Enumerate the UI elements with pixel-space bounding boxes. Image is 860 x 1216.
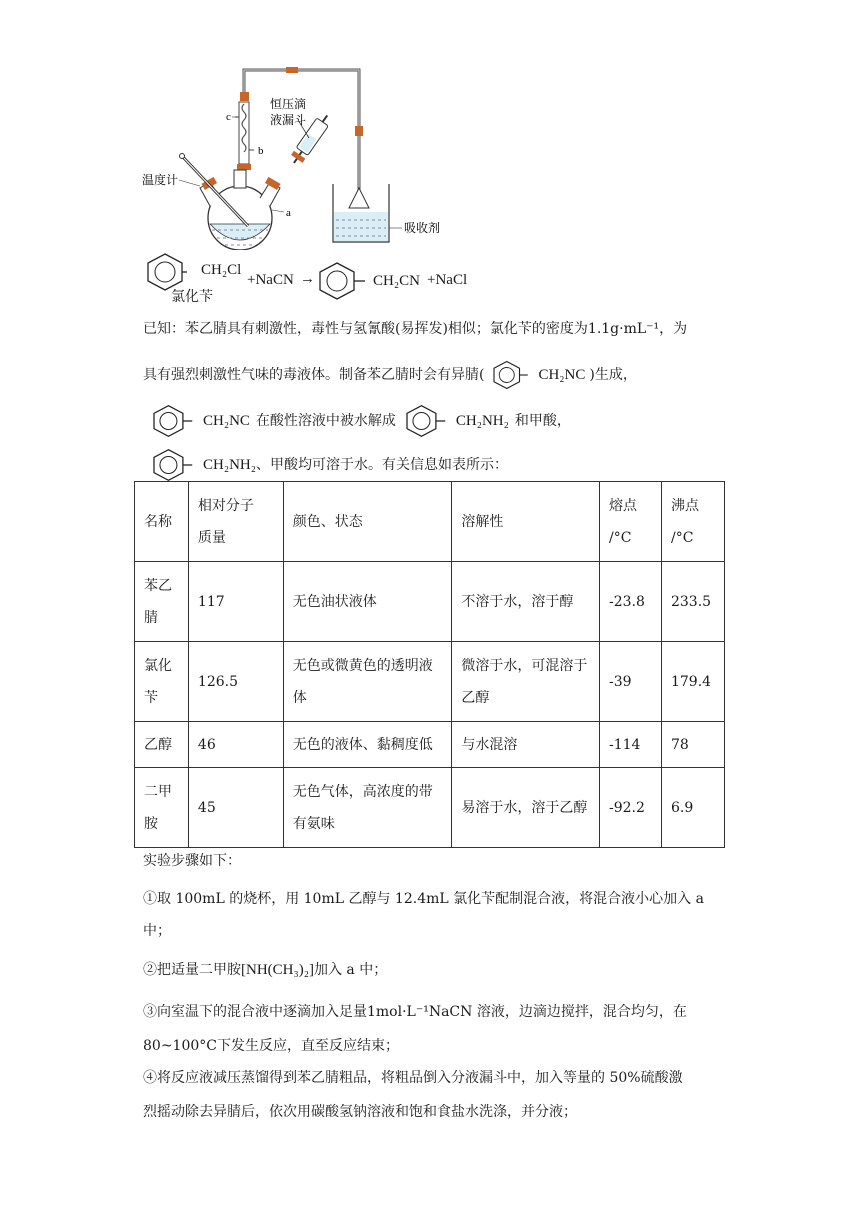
reactant-group: CH₂Cl [201, 262, 242, 278]
table-cell: 氯化 苄 [135, 642, 189, 722]
line3-end: 和甲酸， [514, 413, 571, 429]
line2-text-a: 具有强烈刺激性气味的毒液体。制备苯乙腈时会有异腈( [143, 367, 485, 383]
line2-group: CH₂NC [538, 367, 586, 383]
table-header-cell: 颜色、状态 [283, 482, 452, 562]
step-2-text-a: ②把适量二甲胺 [143, 962, 241, 978]
table-cell: 与水混溶 [452, 722, 600, 768]
table-cell: 46 [188, 722, 283, 768]
label-thermometer: 温度计 [142, 173, 179, 187]
line4-end: 、甲酸均可溶于水。有关信息如表所示： [255, 457, 508, 473]
table-header-cell: 相对分子 质量 [188, 482, 283, 562]
table-cell: -92.2 [600, 768, 662, 848]
step-2-formula: [NH(CH₃)₂] [241, 962, 314, 978]
reactant-name: 氯化苄 [171, 289, 213, 305]
benzene-ring-icon [143, 448, 199, 482]
table-row [135, 768, 725, 848]
table-row [135, 722, 725, 768]
benzene-ring-icon [143, 404, 199, 438]
paragraph-line-4 [143, 448, 508, 482]
label-funnel-2: 液漏斗 [270, 113, 307, 127]
step-3-line-b: 80~100°C下发生反应，直至反应结束； [143, 1038, 399, 1054]
table-cell: 126.5 [188, 642, 283, 722]
table-cell: 45 [188, 768, 283, 848]
steps-intro: 实验步骤如下： [143, 853, 241, 869]
label-funnel-1: 恒压滴 [270, 97, 307, 111]
line4-group: CH₂NH₂ [203, 457, 256, 473]
table-cell: 易溶于水，溶于乙醇 [452, 768, 600, 848]
paragraph-line-1: 已知：苯乙腈具有刺激性，毒性与氢氰酸(易挥发)相似；氯化苄的密度为1.1g·mL⁻¹，为 [143, 321, 688, 337]
table-header-cell: 沸点 /°C [661, 482, 724, 562]
table-header-row [135, 482, 725, 562]
table-cell: 117 [188, 562, 283, 642]
step-4-line-b: 烈摇动除去异腈后，依次用碳酸氢钠溶液和饱和食盐水洗涤，并分液； [143, 1104, 577, 1120]
label-a: a [286, 207, 291, 219]
step-2 [143, 960, 387, 980]
table-row [135, 642, 725, 722]
line3-mid: 在酸性溶液中被水解成 [255, 413, 396, 429]
table-cell: 微溶于水，可混溶于 乙醇 [452, 642, 600, 722]
paragraph-line-3 [143, 404, 571, 438]
reaction-equation [143, 252, 543, 304]
table-cell: 乙醇 [135, 722, 189, 768]
apparatus-diagram [140, 60, 440, 250]
table-row [135, 562, 725, 642]
table-cell: 不溶于水，溶于醇 [452, 562, 600, 642]
table-cell: 6.9 [661, 768, 724, 848]
table-header-cell: 名称 [135, 482, 189, 562]
step-1-line-a: ①取 100mL 的烧杯，用 10mL 乙醇与 12.4mL 氯化苄配制混合液，将混合液小心加入 a [143, 891, 704, 907]
step-2-text-b: 加入 a 中； [313, 962, 388, 978]
benzene-ring-icon [315, 261, 365, 301]
plus-reagent: +NaCN [247, 272, 294, 288]
table-cell: 苯乙 腈 [135, 562, 189, 642]
table-cell: 233.5 [661, 562, 724, 642]
product-group: CH₂CN [373, 273, 420, 289]
plus-product: +NaCl [427, 272, 468, 288]
line3-group2: CH₂NH₂ [455, 413, 509, 429]
label-c: c [226, 111, 231, 123]
step-4-line-a: ④将反应液减压蒸馏得到苯乙腈粗品，将粗品倒入分液漏斗中，加入等量的 50%硫酸激 [143, 1070, 683, 1086]
table-cell: 无色气体，高浓度的带 有氨味 [283, 768, 452, 848]
paragraph-line-2 [143, 360, 637, 390]
table-cell: 无色的液体、黏稠度低 [283, 722, 452, 768]
table-cell: 无色油状液体 [283, 562, 452, 642]
table-cell: 179.4 [661, 642, 724, 722]
line2-text-b: )生成， [589, 367, 637, 383]
table-cell: 78 [661, 722, 724, 768]
benzene-ring-icon [396, 404, 452, 438]
label-absorbent: 吸收剂 [404, 221, 440, 235]
label-b: b [258, 145, 264, 157]
table-cell: 二甲 胺 [135, 768, 189, 848]
table-cell: -23.8 [600, 562, 662, 642]
info-table [134, 481, 725, 848]
step-1-line-b: 中； [143, 923, 171, 939]
benzene-ring-icon [484, 360, 534, 390]
step-3-line-a: ③向室温下的混合液中逐滴加入足量1mol·L⁻¹NaCN 溶液，边滴边搅拌，混合均匀，在 [143, 1004, 687, 1020]
table-header-cell: 熔点 /°C [600, 482, 662, 562]
arrow: → [300, 271, 315, 287]
table-header-cell: 溶解性 [452, 482, 600, 562]
table-cell: 无色或微黄色的透明液 体 [283, 642, 452, 722]
table-cell: -114 [600, 722, 662, 768]
table-cell: -39 [600, 642, 662, 722]
line3-group1: CH₂NC [203, 413, 250, 429]
